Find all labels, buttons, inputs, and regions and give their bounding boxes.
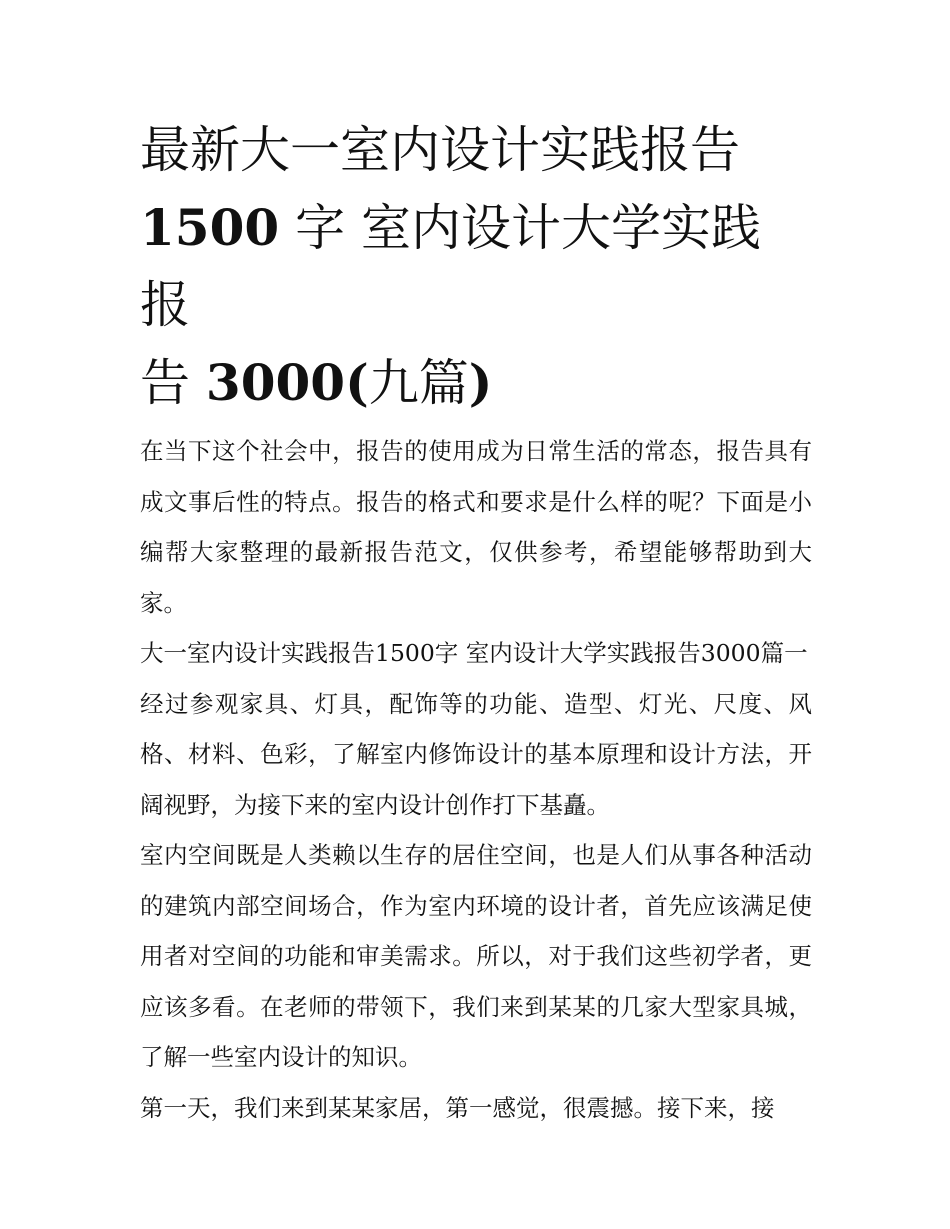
body-paragraph-1: 经过参观家具、灯具，配饰等的功能、造型、灯光、尺度、风格、材料、色彩，了解室内修饰设计的基本原理和设计方法，开阔视野，为接下来的室内设计创作打下基矗。 [140, 689, 812, 819]
intro-paragraph: 在当下这个社会中，报告的使用成为日常生活的常态，报告具有成文事后性的特点。报告的格式和要求是什么样的呢？下面是小编帮大家整理的最新报告范文，仅供参考，希望能够帮助到大家。 [140, 437, 812, 617]
title-number-3000: 3000( [205, 353, 369, 412]
body-paragraph-3: 第一天，我们来到某某家居，第一感觉，很震撼。接下来，接 [140, 1093, 775, 1122]
document-body [140, 112, 812, 1133]
body-paragraph-2: 室内空间既是人类赖以生存的居住空间，也是人们从事各种活动的建筑内部空间场合，作为室内环境的设计者，首先应该满足使用者对空间的功能和审美需求。所以，对于我们这些初学者，更应该多看。在老师的带领下，我们来到某某的几家大型家具城，了解一些室内设计的知识。 [140, 841, 812, 1071]
title-line-1: 最新大一室内设计实践报告 [140, 121, 740, 179]
document-title [140, 112, 780, 422]
title-line-3-prefix: 告 [140, 354, 206, 412]
title-line-2-text: 字 室内设计大学实践报 [140, 199, 761, 334]
title-number-1500: 1500 [140, 198, 280, 257]
section-heading: 大一室内设计实践报告1500字 室内设计大学实践报告3000篇一 [140, 639, 808, 667]
title-line-3-suffix: ) [468, 353, 493, 412]
title-line-3-text: 九篇 [368, 354, 469, 412]
